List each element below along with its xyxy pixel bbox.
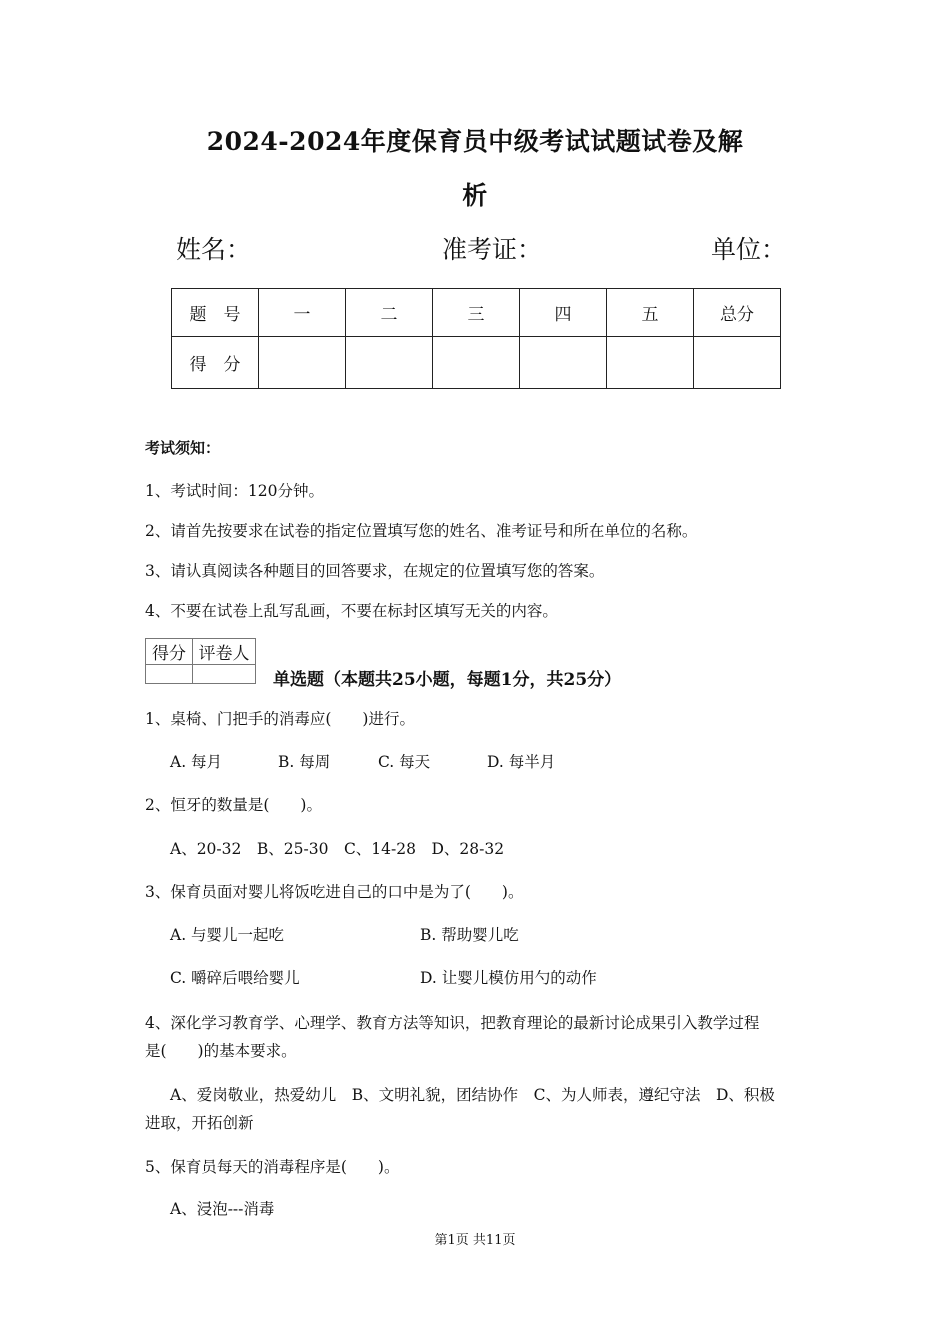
question-stem: 4、深化学习教育学、心理学、教育方法等知识，把教育理论的最新讨论成果引入教学过程 — [145, 1014, 760, 1032]
grader-box-grader-label: 评卷人 — [193, 639, 256, 665]
score-header-cell: 五 — [607, 289, 694, 337]
question-stem: 3、保育员面对婴儿将饭吃进自己的口中是为了( )。 — [145, 883, 524, 901]
option-d[interactable]: D. 每半月 — [487, 753, 556, 771]
question-stem: 2、恒牙的数量是( )。 — [145, 796, 322, 814]
score-header-cell: 二 — [346, 289, 433, 337]
question-options[interactable]: A、爱岗敬业，热爱幼儿 B、文明礼貌，团结协作 C、为人师表，遵纪守法 D、积极 — [170, 1086, 775, 1104]
grader-box — [145, 638, 256, 684]
notice-item: 3、请认真阅读各种题目的回答要求，在规定的位置填写您的答案。 — [145, 562, 605, 580]
grader-box-grader-cell[interactable] — [193, 665, 256, 684]
grader-box-score-cell[interactable] — [146, 665, 193, 684]
question-options[interactable]: A、20-32 B、25-30 C、14-28 D、28-32 — [170, 840, 505, 858]
score-cell[interactable] — [694, 337, 781, 389]
score-table-score-row — [172, 337, 781, 389]
option-b[interactable]: B. 每周 — [278, 753, 331, 771]
score-header-cell: 一 — [259, 289, 346, 337]
name-field-label: 姓名： — [176, 235, 252, 264]
score-header-cell: 题 号 — [172, 289, 259, 337]
score-cell[interactable] — [607, 337, 694, 389]
score-cell[interactable] — [259, 337, 346, 389]
question-stem: 5、保育员每天的消毒程序是( )。 — [145, 1158, 400, 1176]
score-header-cell: 四 — [520, 289, 607, 337]
option-a[interactable]: A. 每月 — [170, 753, 223, 771]
option-a[interactable]: A. 与婴儿一起吃 — [170, 926, 285, 944]
question-stem: 1、桌椅、门把手的消毒应( )进行。 — [145, 710, 415, 728]
notice-item: 4、不要在试卷上乱写乱画，不要在标封区填写无关的内容。 — [145, 602, 558, 620]
score-header-cell: 总分 — [694, 289, 781, 337]
score-header-cell: 三 — [433, 289, 520, 337]
score-table-header-row — [172, 289, 781, 337]
score-cell[interactable] — [520, 337, 607, 389]
document-title-line1: 2024-2024年度保育员中级考试试题试卷及解 — [206, 127, 744, 156]
option-b[interactable]: B. 帮助婴儿吃 — [420, 926, 519, 944]
unit-field-label: 单位： — [711, 235, 787, 264]
exam-id-field-label: 准考证： — [442, 235, 543, 264]
score-cell[interactable] — [346, 337, 433, 389]
option-c[interactable]: C. 嚼碎后喂给婴儿 — [170, 969, 300, 987]
option-d[interactable]: D. 让婴儿模仿用勺的动作 — [420, 969, 597, 987]
score-row-label: 得 分 — [172, 337, 259, 389]
question-stem-continued: 是( )的基本要求。 — [145, 1042, 297, 1060]
grader-box-score-label: 得分 — [146, 639, 193, 665]
notice-title: 考试须知： — [145, 439, 221, 457]
candidate-fields — [176, 230, 787, 264]
document-title-line2: 析 — [462, 181, 488, 210]
option-a[interactable]: A、浸泡---消毒 — [170, 1200, 275, 1218]
page-footer: 第1页 共11页 — [434, 1233, 516, 1248]
question-options-continued[interactable]: 进取，开拓创新 — [145, 1114, 254, 1132]
score-table — [171, 288, 781, 389]
notice-item: 2、请首先按要求在试卷的指定位置填写您的姓名、准考证号和所在单位的名称。 — [145, 522, 698, 540]
score-cell[interactable] — [433, 337, 520, 389]
section-title: 单选题（本题共25小题，每题1分，共25分） — [273, 670, 622, 690]
option-c[interactable]: C. 每天 — [378, 753, 431, 771]
notice-item: 1、考试时间：120分钟。 — [145, 482, 324, 500]
